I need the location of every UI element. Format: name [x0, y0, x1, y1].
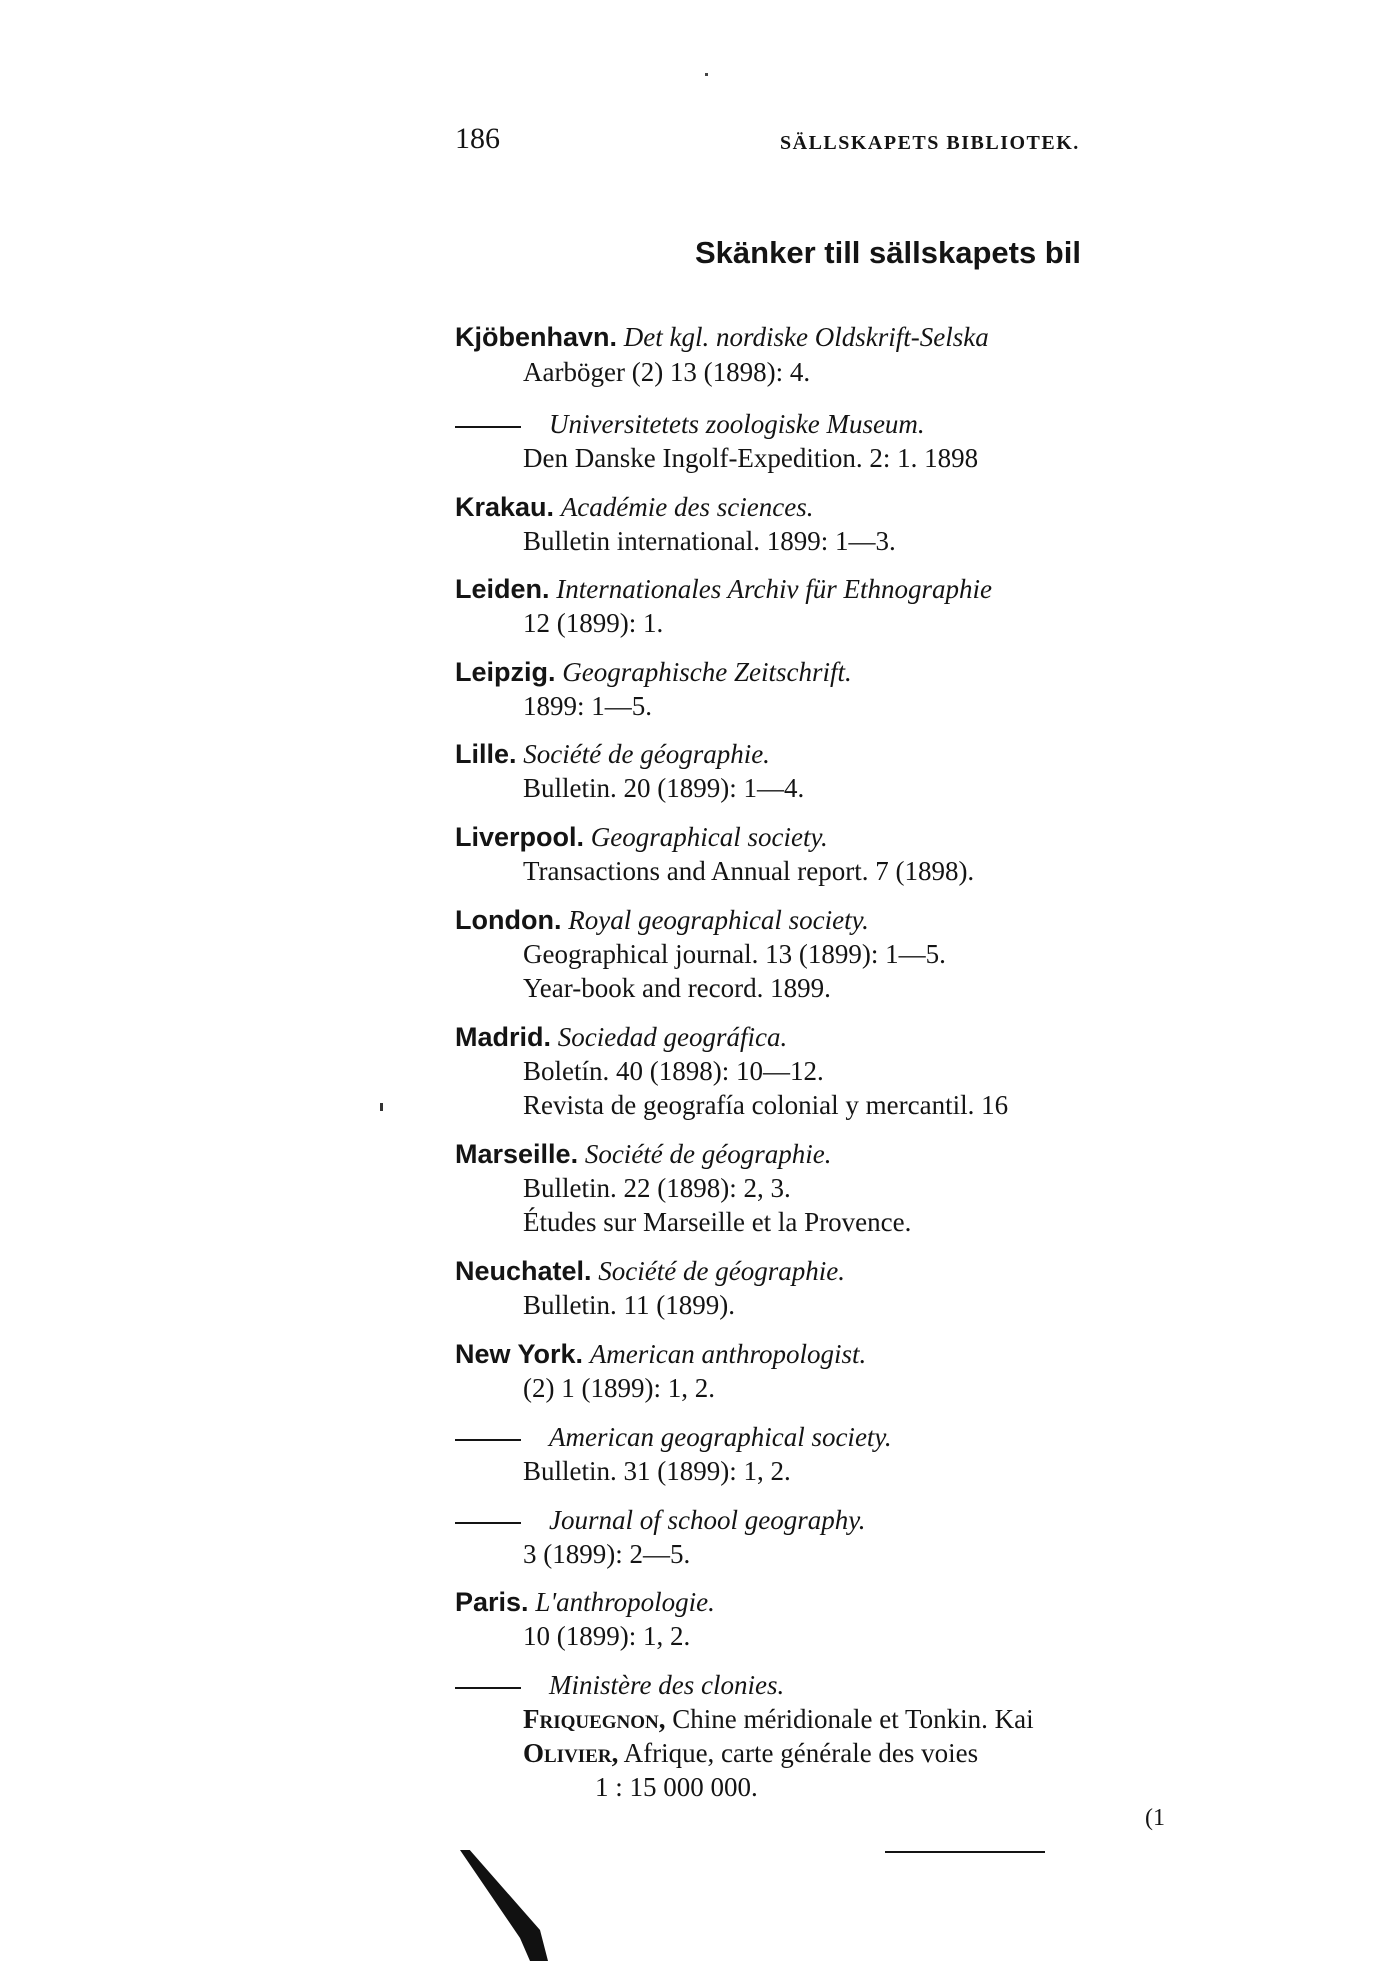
entry-detail: 12 (1899): 1. [523, 608, 664, 638]
entry-place: Krakau. [455, 492, 555, 522]
entry-place: New York. [455, 1339, 584, 1369]
entry-place: Kjöbenhavn. [455, 322, 618, 352]
entry-heading [455, 1020, 787, 1054]
entry-heading [455, 1668, 784, 1702]
entry-institution: Geographische Zeitschrift. [562, 657, 852, 687]
entry-heading [455, 1137, 832, 1171]
entry-institution: Journal of school geography. [549, 1505, 866, 1535]
entry-place: Marseille. [455, 1139, 579, 1169]
entry-detail: 10 (1899): 1, 2. [523, 1621, 691, 1651]
entry-institution: American geographical society. [549, 1422, 892, 1452]
print-speck [380, 1103, 383, 1111]
entry-institution: Universitetets zoologiske Museum. [549, 409, 925, 439]
entry-detail: Bulletin. 20 (1899): 1—4. [523, 773, 805, 803]
page-number: 186 [455, 122, 500, 155]
entry-heading [455, 490, 813, 524]
entry-heading [455, 320, 989, 354]
running-title: SÄLLSKAPETS BIBLIOTEK. [780, 132, 1080, 154]
entry-detail [523, 1736, 978, 1770]
entry-detail: Études sur Marseille et la Provence. [523, 1207, 912, 1237]
entry-institution: Académie des sciences. [560, 492, 814, 522]
entry-place: Neuchatel. [455, 1256, 592, 1286]
entry-place: Paris. [455, 1587, 529, 1617]
entry-detail [523, 1702, 1034, 1736]
entry-place: Madrid. [455, 1022, 552, 1052]
entry-heading [455, 1420, 892, 1454]
entry-heading [455, 407, 925, 441]
section-title: Skänker till sällskapets bil [695, 235, 1081, 270]
entry-heading [455, 572, 992, 606]
entry-detail: Den Danske Ingolf-Expedition. 2: 1. 1898 [523, 443, 979, 473]
author-name: Olivier, [523, 1738, 619, 1768]
entry-institution: Internationales Archiv für Ethnographie [556, 574, 992, 604]
entry-institution: Geographical society. [590, 822, 828, 852]
entry-detail: Bulletin. 22 (1898): 2, 3. [523, 1173, 791, 1203]
map-title: Afrique, carte générale des voies [623, 1738, 979, 1768]
entry-detail: Bulletin international. 1899: 1—3. [523, 526, 896, 556]
map-scale: 1 : 15 000 000. [595, 1772, 758, 1802]
entry-institution: Société de géographie. [523, 739, 770, 769]
entry-institution: Det kgl. nordiske Oldskrift-Selska [623, 322, 989, 352]
entry-heading [455, 737, 770, 771]
entry-detail: Bulletin. 11 (1899). [523, 1290, 735, 1320]
entry-heading [455, 1503, 865, 1537]
entry-detail: 1899: 1—5. [523, 691, 653, 721]
entry-heading [455, 655, 852, 689]
author-name: Friquegnon, [523, 1704, 666, 1734]
entry-institution: Société de géographie. [598, 1256, 845, 1286]
entry-place: Leiden. [455, 574, 550, 604]
entry-detail: Aarböger (2) 13 (1898): 4. [523, 357, 811, 387]
entry-place: Leipzig. [455, 657, 556, 687]
entry-detail: 3 (1899): 2—5. [523, 1539, 691, 1569]
scan-artifact-icon [460, 1850, 560, 1961]
ditto-dash [455, 426, 521, 428]
ditto-dash [455, 1687, 521, 1689]
entry-place: Lille. [455, 739, 517, 769]
entry-heading [455, 1337, 866, 1371]
entry-place: London. [455, 905, 562, 935]
entry-place: Liverpool. [455, 822, 585, 852]
map-title: Chine méridionale et Tonkin. Kai [672, 1704, 1034, 1734]
entry-institution: L'anthropologie. [535, 1587, 715, 1617]
ditto-dash [455, 1439, 521, 1441]
footnote-rule [885, 1851, 1045, 1853]
entry-detail: Year-book and record. 1899. [523, 973, 831, 1003]
entry-heading [455, 903, 869, 937]
footnote-mark: (1 [1145, 1805, 1165, 1831]
entry-detail: Revista de geografía colonial y mercantil. 16 [523, 1090, 1009, 1120]
entry-detail: (2) 1 (1899): 1, 2. [523, 1373, 715, 1403]
entry-heading [455, 1585, 715, 1619]
entry-institution: American anthropologist. [589, 1339, 867, 1369]
entry-detail: Transactions and Annual report. 7 (1898). [523, 856, 975, 886]
entry-institution: Société de géographie. [584, 1139, 832, 1169]
entry-detail: Bulletin. 31 (1899): 1, 2. [523, 1456, 791, 1486]
entry-heading [455, 1254, 845, 1288]
entry-institution: Royal geographical society. [568, 905, 869, 935]
entry-detail: Geographical journal. 13 (1899): 1—5. [523, 939, 946, 969]
entry-institution: Ministère des clonies. [549, 1670, 785, 1700]
scan-artifact [460, 1850, 560, 1961]
print-speck [705, 73, 708, 76]
ditto-dash [455, 1522, 521, 1524]
entry-heading [455, 820, 828, 854]
entry-detail: Boletín. 40 (1898): 10—12. [523, 1056, 824, 1086]
entry-institution: Sociedad geográfica. [557, 1022, 788, 1052]
